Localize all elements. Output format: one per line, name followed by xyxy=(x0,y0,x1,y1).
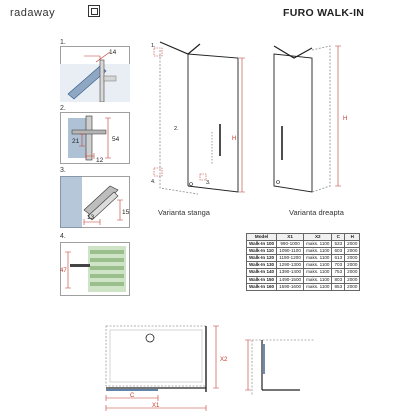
table-row xyxy=(247,255,360,262)
cell-x1: 1090-1100 xyxy=(277,248,304,255)
cell-x1: 1190-1200 xyxy=(277,255,304,262)
step-4-dim-47: 47 xyxy=(60,268,67,274)
step-3-number: 3. xyxy=(60,167,66,174)
cell-x2: maks. 1100 xyxy=(304,255,332,262)
left-plan-view xyxy=(96,318,232,414)
col-x2: X2 xyxy=(304,234,332,241)
brand-logo-icon xyxy=(88,5,100,17)
cell-x2: maks. 1100 xyxy=(304,262,332,269)
cell-h: 2000 xyxy=(345,241,360,248)
cell-h: 2000 xyxy=(345,269,360,276)
right-view-height: H xyxy=(343,116,348,122)
dimension-table xyxy=(246,233,360,291)
cell-x1: 1590-1600 xyxy=(277,283,304,290)
drain-icon xyxy=(146,334,154,342)
col-c: C xyxy=(332,234,345,241)
table-row xyxy=(247,276,360,283)
cell-h: 2000 xyxy=(345,255,360,262)
cell-c: 603 xyxy=(332,248,345,255)
step-4-number: 4. xyxy=(60,233,66,240)
left-plan-x2: X2 xyxy=(220,357,228,363)
cell-model: Walk-In 100 xyxy=(247,241,277,248)
step-4-detail xyxy=(60,242,130,296)
step-1-detail xyxy=(60,46,130,102)
step-2-detail xyxy=(60,112,130,164)
cell-x1: 990-1000 xyxy=(277,241,304,248)
cell-model: Walk-In 160 xyxy=(247,283,277,290)
left-view-height: H xyxy=(232,136,237,142)
cell-model: Walk-In 130 xyxy=(247,262,277,269)
step-3-dim-13: 13 xyxy=(87,214,95,221)
left-view-point-1: 1. xyxy=(151,43,156,49)
cell-x2: maks. 1100 xyxy=(304,283,332,290)
cell-h: 2000 xyxy=(345,283,360,290)
cell-x1: 1290-1300 xyxy=(277,262,304,269)
step-2-dim-12: 12 xyxy=(96,157,104,164)
table-row xyxy=(247,241,360,248)
right-variant-view xyxy=(268,36,368,206)
cell-model: Walk-In 110 xyxy=(247,248,277,255)
step-2-number: 2. xyxy=(60,105,66,112)
step-1-dim-14: 14 xyxy=(109,49,117,56)
cell-c: 613 xyxy=(332,255,345,262)
table-row xyxy=(247,248,360,255)
col-x1: X1 xyxy=(277,234,304,241)
cell-x2: maks. 1100 xyxy=(304,269,332,276)
table-row xyxy=(247,269,360,276)
col-model: Model xyxy=(247,234,277,241)
cell-c: 803 xyxy=(332,276,345,283)
left-view-point-4: 4. xyxy=(151,179,156,185)
left-plan-x1: X1 xyxy=(152,403,160,409)
cell-model: Walk-In 150 xyxy=(247,276,277,283)
cell-c: 533 xyxy=(332,241,345,248)
brand-logo-text: radaway xyxy=(10,7,56,19)
table-row xyxy=(247,283,360,290)
table-row xyxy=(247,262,360,269)
cell-x1: 1390-1400 xyxy=(277,269,304,276)
left-variant-view xyxy=(148,36,248,206)
table-header-row xyxy=(247,234,360,241)
cell-h: 2000 xyxy=(345,262,360,269)
cell-x1: 1490-1500 xyxy=(277,276,304,283)
step-3-detail xyxy=(60,176,130,228)
col-h: H xyxy=(345,234,360,241)
step-1-number: 1. xyxy=(60,39,66,46)
step-2-dim-21: 21 xyxy=(72,138,80,145)
right-variant-caption: Varianta dreapta xyxy=(289,208,344,217)
cell-model: Walk-In 140 xyxy=(247,269,277,276)
step-2-dim-54: 54 xyxy=(112,136,120,143)
left-plan-c: C xyxy=(130,393,135,399)
cell-c: 753 xyxy=(332,269,345,276)
step-3-dim-15: 15 xyxy=(122,209,130,216)
left-variant-caption: Varianta stanga xyxy=(158,208,210,217)
cell-c: 853 xyxy=(332,283,345,290)
right-plan-view xyxy=(244,330,320,406)
cell-x2: maks. 1100 xyxy=(304,276,332,283)
cell-model: Walk-In 120 xyxy=(247,255,277,262)
cell-h: 2000 xyxy=(345,248,360,255)
cell-x2: maks. 1100 xyxy=(304,241,332,248)
product-title: FURO WALK-IN xyxy=(283,7,365,19)
left-view-point-3: 3. xyxy=(206,180,211,186)
cell-x2: maks. 1100 xyxy=(304,248,332,255)
left-view-point-2: 2. xyxy=(174,126,179,132)
cell-c: 703 xyxy=(332,262,345,269)
cell-h: 2000 xyxy=(345,276,360,283)
